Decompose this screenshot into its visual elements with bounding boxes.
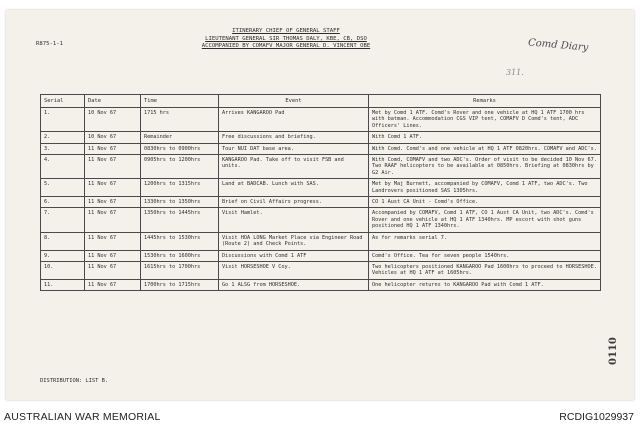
time-cell: Remainder <box>141 132 219 143</box>
document-sheet <box>6 10 634 400</box>
table-row <box>41 232 601 250</box>
remarks-cell: As for remarks serial 7. <box>369 232 601 250</box>
date-cell: 10 Nov 67 <box>85 132 141 143</box>
remarks-cell: CO 1 Aust CA Unit - Comd's Office. <box>369 197 601 208</box>
document-reference: R875-1-1 <box>36 41 63 47</box>
header-serial: Serial <box>41 95 85 108</box>
serial-cell: 10. <box>41 261 85 279</box>
date-cell: 11 Nov 67 <box>85 155 141 179</box>
serial-cell: 6. <box>41 197 85 208</box>
time-cell: 1445hrs to 1530hrs <box>141 232 219 250</box>
event-cell: Tour NUI DAT base area. <box>219 143 369 154</box>
handwritten-folio-number: 0110 <box>608 337 619 365</box>
date-cell: 11 Nov 67 <box>85 279 141 290</box>
time-cell: 0830hrs to 0900hrs <box>141 143 219 154</box>
serial-cell: 8. <box>41 232 85 250</box>
table-row <box>41 108 601 132</box>
date-cell: 11 Nov 67 <box>85 250 141 261</box>
remarks-cell: Met by Comd 1 ATF. Comd's Rover and one vehicle at HQ 1 ATF 1700 hrs with batman. Accommodation CGS VIP tent, COMAFV D Comd's tent, ADC Officers' Lines. <box>369 108 601 132</box>
remarks-cell: With Comd 1 ATF. <box>369 132 601 143</box>
event-cell: Arrives KANGAROO Pad <box>219 108 369 132</box>
table-row <box>41 208 601 232</box>
title-line-1: ITINERARY CHIEF OF GENERAL STAFF <box>232 28 340 34</box>
time-cell: 1330hrs to 1350hrs <box>141 197 219 208</box>
title-line-2: LIEUTENANT GENERAL SIR THOMAS DALY, KBE, CB, DSO <box>205 35 367 42</box>
serial-cell: 1. <box>41 108 85 132</box>
time-cell: 1530hrs to 1600hrs <box>141 250 219 261</box>
date-cell: 11 Nov 67 <box>85 197 141 208</box>
event-cell: Discussions with Comd 1 ATF <box>219 250 369 261</box>
header-date: Date <box>85 95 141 108</box>
date-cell: 11 Nov 67 <box>85 232 141 250</box>
date-cell: 10 Nov 67 <box>85 108 141 132</box>
event-cell: Free discussions and briefing. <box>219 132 369 143</box>
remarks-cell: With Comd, COMAFV and two ADC's. Order of visit to be decided 10 Nov 67. Two RAAF helicopters to be available at 0850hrs. Briefing at 0830hrs by G2 Air. <box>369 155 601 179</box>
remarks-cell: Comd's Office. Tea for seven people 1540hrs. <box>369 250 601 261</box>
itinerary-table <box>40 94 601 291</box>
serial-cell: 3. <box>41 143 85 154</box>
date-cell: 11 Nov 67 <box>85 261 141 279</box>
time-cell: 1350hrs to 1445hrs <box>141 208 219 232</box>
serial-cell: 4. <box>41 155 85 179</box>
document-title-block <box>166 28 406 51</box>
item-code: RCDIG1029937 <box>559 411 634 423</box>
header-time: Time <box>141 95 219 108</box>
event-cell: KANGAROO Pad. Take off to visit FSB and units. <box>219 155 369 179</box>
serial-cell: 11. <box>41 279 85 290</box>
remarks-cell: Accompanied by COMAFV, Comd 1 ATF, CO 1 Aust CA Unit, two ADC's. Comd's Rover and one vehicle at HQ 1 ATF 1340hrs. MP escort with shot guns positioned HQ 1 ATF 1340hrs. <box>369 208 601 232</box>
serial-cell: 7. <box>41 208 85 232</box>
remarks-cell: Two helicopters positioned KANGAROO Pad 1600hrs to proceed to HORSESHOE. Vehicles at HQ 1 ATF at 1605hrs. <box>369 261 601 279</box>
table-row <box>41 250 601 261</box>
table-row <box>41 279 601 290</box>
serial-cell: 5. <box>41 179 85 197</box>
table-row <box>41 132 601 143</box>
event-cell: Visit HOA LONG Market Place via Engineer Road (Route 2) and Check Points. <box>219 232 369 250</box>
event-cell: Brief on Civil Affairs progress. <box>219 197 369 208</box>
header-remarks: Remarks <box>369 95 601 108</box>
time-cell: 1615hrs to 1700hrs <box>141 261 219 279</box>
table-row <box>41 155 601 179</box>
title-line-3: ACCOMPANIED BY COMAFV MAJOR GENERAL D. VINCENT OBE <box>201 43 371 50</box>
date-cell: 11 Nov 67 <box>85 179 141 197</box>
serial-cell: 9. <box>41 250 85 261</box>
handwritten-number: 311. <box>506 68 524 77</box>
archive-footer <box>0 403 640 427</box>
table-row <box>41 143 601 154</box>
serial-cell: 2. <box>41 132 85 143</box>
event-cell: Go 1 ALSG from HORSESHOE. <box>219 279 369 290</box>
remarks-cell: With Comd. Comd's and one vehicle at HQ 1 ATF 0820hrs. COMAFV and ADC's. <box>369 143 601 154</box>
time-cell: 0905hrs to 1200hrs <box>141 155 219 179</box>
event-cell: Visit Hamlet. <box>219 208 369 232</box>
time-cell: 1715 hrs <box>141 108 219 132</box>
time-cell: 1700hrs to 1715hrs <box>141 279 219 290</box>
table-header-row <box>41 95 601 108</box>
event-cell: Visit HORSESHOE V Coy. <box>219 261 369 279</box>
time-cell: 1200hrs to 1315hrs <box>141 179 219 197</box>
table-row <box>41 179 601 197</box>
event-cell: Land at BADCAB. Lunch with SAS. <box>219 179 369 197</box>
date-cell: 11 Nov 67 <box>85 208 141 232</box>
date-cell: 11 Nov 67 <box>85 143 141 154</box>
table-row <box>41 197 601 208</box>
institution-name: AUSTRALIAN WAR MEMORIAL <box>4 411 161 423</box>
remarks-cell: One helicopter returns to KANGAROO Pad with Comd 1 ATF. <box>369 279 601 290</box>
handwritten-diary-note: Comd Diary <box>527 37 589 54</box>
remarks-cell: Met by Maj Burnett, accompanied by COMAFV, Comd 1 ATF, two ADC's. Two Landrovers positioned SAS 1305hrs. <box>369 179 601 197</box>
table-row <box>41 261 601 279</box>
header-event: Event <box>219 95 369 108</box>
distribution-line: DISTRIBUTION: LIST B. <box>40 378 109 384</box>
